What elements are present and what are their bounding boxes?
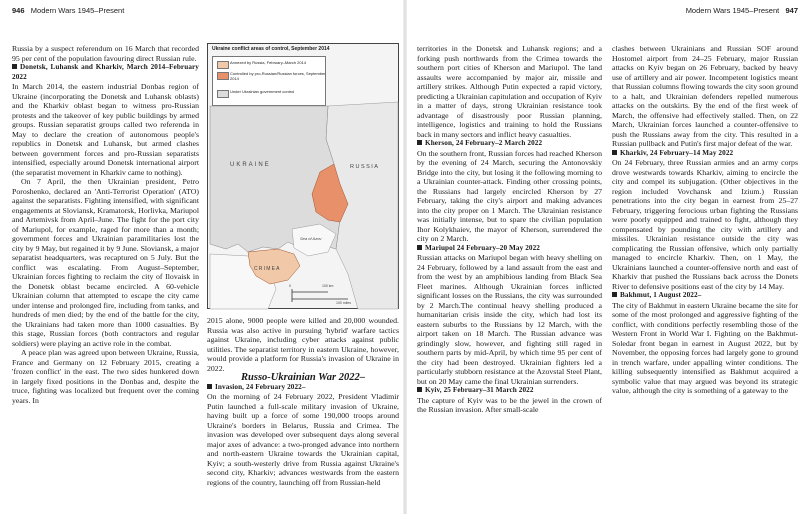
- map-label-russia: RUSSIA: [350, 164, 380, 170]
- paragraph: In March 2014, the eastern industrial Donbas region of Ukraine (incorporating the Donetsk and Luhansk oblasts) and the Kharkiv oblast began to witness pro-Russian protests and the takeover of key public buildings by armed groups. Russian separatist groups called two referenda in May to declare the creation of autonomous people's republics in Donetsk and Luhansk, but armed clashes between government forces and pro-Russian separatists intensified, especially around Donetsk international airport (the separatist movement in Kharkiv came to nothing).: [12, 82, 199, 177]
- square-bullet-icon: [612, 150, 617, 155]
- paragraph: On the southern front, Russian forces had reached Kherson by the evening of 24 March, securing the Antonovskiy Bridge into the city, but losing it the following morning to a Ukrainian counter-attack. Finding other crossing points, the Russians had largely encircled Kherson by 27 February, taking the city's airport and making advances into the city proper on 1 March. The Ukrainian resistance was initially intense, but to spare the civilian population Ihor Kolykhaiev, the mayor of Kherson, surrendered the city on 2 March.: [417, 148, 602, 243]
- subheading: Kyiv, 25 February–31 March 2022: [417, 386, 602, 396]
- map-drawing: [208, 44, 400, 310]
- paragraph: The capture of Kyiv was to be the jewel in the crown of the Russian invasion. After small-scale: [417, 395, 602, 414]
- subheading: Kherson, 24 February–2 March 2022: [417, 139, 602, 149]
- subheading: Donetsk, Luhansk and Kharkiv, March 2014–February 2022: [12, 63, 199, 81]
- paragraph: 2015 alone, 9000 people were killed and 20,000 wounded. Russia was also active in pursuing 'hybrid' warfare tactics against Ukraine, including cyber attacks against public utilities. The separatist territory in eastern Ukraine, however, would provide a platform for Russia's invasion of Ukraine in 2022.: [207, 316, 399, 373]
- legend-item: Controlled by pro-Russian/Russian forces, September 2014: [217, 72, 325, 86]
- right-page-number: 947: [785, 6, 798, 15]
- left-page-number: 946: [12, 6, 25, 15]
- paragraph: clashes between Ukrainians and Russian SOF around Hostomel airport from 24–25 February, major Russian attacks on Kyiv began on 26 February, backed by heavy use of artillery and air power. Incompetent logistics meant that Russian columns flowing towards the city soon ground to a halt, and Ukrainian defenders repelled numerous attacks on the outskirts. By the end of the first week of March, the offensive had effectively stalled. Then, on 22 March, Ukrainian forces launched a counter-offensive to push the Russians away from the city. This resulted in a Russian pullback and Putin's first major defeat of the war.: [612, 44, 798, 148]
- square-bullet-icon: [417, 245, 422, 250]
- left-running-head: [12, 6, 124, 15]
- paragraph: A peace plan was agreed upon between Ukraine, Russia, France and Germany on 12 February 2015, creating a 'frozen conflict' in the east. The two sides hunkered down in largely fixed positions in the Donbas and, despite the truce, fighting was localized but frequent over the coming years. In: [12, 348, 199, 405]
- legend-item: Under Ukrainian government control: [217, 90, 325, 98]
- map-title: Ukraine conflict areas of control, September 2014: [212, 46, 330, 52]
- subheading: Invasion, 24 February 2022–: [207, 383, 399, 393]
- map-label-crimea: CRIMEA: [254, 266, 281, 272]
- paragraph: The city of Bakhmut in eastern Ukraine became the site for some of the most prolonged and aggressive fighting of the conflict, with conditions perfectly resembling those of the Western Front in World War I. Fighting on the Bakhmut-Soledar front began in earnest in August 2022, but by November, the opposing forces had largely gone to ground in trench warfare, under appalling winter conditions. The killing subsequently intensified as Bakhmut acquired a symbolic value that may argued was beyond its strategic value, although the city is something of a gateway to the: [612, 300, 798, 395]
- subheading: Bakhmut, 1 August 2022–: [612, 291, 798, 301]
- subheading: Mariupol 24 February–20 May 2022: [417, 244, 602, 254]
- square-bullet-icon: [207, 384, 212, 389]
- paragraph: Russia by a suspect referendum on 16 March that recorded 95 per cent of the population favouring direct Russian rule.: [12, 44, 199, 63]
- paragraph: On 24 February, three Russian armies and an army corps drove westwards towards Kharkiv, aiming to encircle the city and compel its subjugation. (Other objectives in the region included Vovchansk and Izium.) Russian penetrations into the city began in earnest from 25–27 February, triggering ferocious urban fighting the Russians were poorly equipped and trained to fight, although they compensated by pounding the city with artillery and missiles. Ukrainian resistance outside the city was complicating the Russian offensive, which only partially managed to encircle Kharkiv. Then, on 1 May, the Ukrainians launched a counter-offensive north and east of Kharkiv that pushed the Russians back across the Donets River to defensive positions east of the city by 14 May.: [612, 158, 798, 291]
- square-bullet-icon: [612, 292, 617, 297]
- map-label-sea: Sea of Azov: [300, 236, 322, 241]
- scale-km-label: 100 km: [322, 284, 334, 288]
- paragraph: On the morning of 24 February 2022, President Vladimir Putin launched a full-scale military invasion of Ukraine, having built up a force of some 190,000 troops around Ukraine's borders in Belarus, Russia and Crimea. The invasion was developed over subsequent days along several major axes of advance: a two-pronged advance into northern and north-eastern Ukraine towards the Ukrainian capital, Kyiv; a south-westerly drive from Russia against Ukraine's second city, Kharkiv; advances westwards from the eastern regions of the country, launching off from Russian-held: [207, 392, 399, 487]
- right-running-head: [686, 6, 798, 15]
- paragraph: Russian attacks on Mariupol began with heavy shelling on 24 February, followed by a land assault from the east and from the west by an amphibious landing from Black Sea Fleet marines. Although Ukrainian forces inflicted significant losses on the Russians, the city was surrounded by 2 March.The continual heavy shelling produced a humanitarian crisis inside the city, which had lost its eastern suburbs to the Russians by 12 March, with the airport taken on 18 March. The Russian advance was grindingly slow, however, and fighting still raged in southern parts by mid-April, by which time 95 per cent of the city had been destroyed. Ukrainian fighters led a particularly stubborn resistance at the Azovstal Steel Plant, but on 20 May came the final Ukrainian surrenders.: [417, 253, 602, 386]
- left-column-2: [207, 316, 399, 487]
- right-column-1: [417, 44, 602, 415]
- square-bullet-icon: [417, 140, 422, 145]
- paragraph: On 7 April, the then Ukrainian president, Petro Poroshenko, declared an 'Anti-Terrorist Operation' (ATO) against the separatists. Fighting intensified, with significant engagements at Sloviansk, Kramatorsk, Horlivka, Mariupol and Artemivsk from April–June. The fight for the port city of Mariupol, for example, raged for more than a month; government forces and Ukrainian paramilitaries lost the city by 9 May, but regained it by 9 June. Sloviansk, a major separatist headquarters, was recaptured on 5 July. But the conflict was escalating. From August–September, Ukrainian forces fighting to reclaim the city of Ilovaisk in the Donetsk oblast became encircled. A 60-vehicle Ukrainian column that attempted to escape the city came under intense and prolonged fire, including from tanks, and hundreds of men died; by the end of the battle for the city, the Ukrainians had taken more than 1000 casualties. By this stage, Russian forces (both contractors and regular soldiers) were playing an active role in the combat.: [12, 177, 199, 348]
- conflict-map: [207, 43, 399, 309]
- square-bullet-icon: [12, 64, 17, 69]
- subheading: Kharkiv, 24 February–14 May 2022: [612, 149, 798, 159]
- paragraph: territories in the Donetsk and Luhansk regions; and a forking push northwards from the Crimea towards the southern port cities of Kherson and Mariupol. The land assaults were accompanied by major air, missile and artillery strikes. Although Putin expected a rapid victory, predicting a Ukrainian capitulation and occupation of Kyiv in a matter of days, strong Ukrainian resistance took advantage of disastrously poor Russian planning, intelligence, logistics and training to hold the Russians back in many sectors and inflict heavy casualties.: [417, 44, 602, 139]
- left-column-1: [12, 44, 199, 405]
- right-running-title: Modern Wars 1945–Present: [685, 6, 780, 15]
- left-running-title: Modern Wars 1945–Present: [30, 6, 125, 15]
- legend-item: Annexed by Russia, February–March 2014: [217, 61, 325, 69]
- chapter-title: Russo-Ukrainian War 2022–: [241, 372, 365, 383]
- map-label-ukraine: UKRAINE: [230, 162, 271, 168]
- right-column-2: [612, 44, 798, 396]
- scale-mi-label: 100 miles: [336, 301, 351, 305]
- right-page: [405, 0, 810, 514]
- square-bullet-icon: [417, 387, 422, 392]
- scale-zero-label: 0: [289, 284, 291, 288]
